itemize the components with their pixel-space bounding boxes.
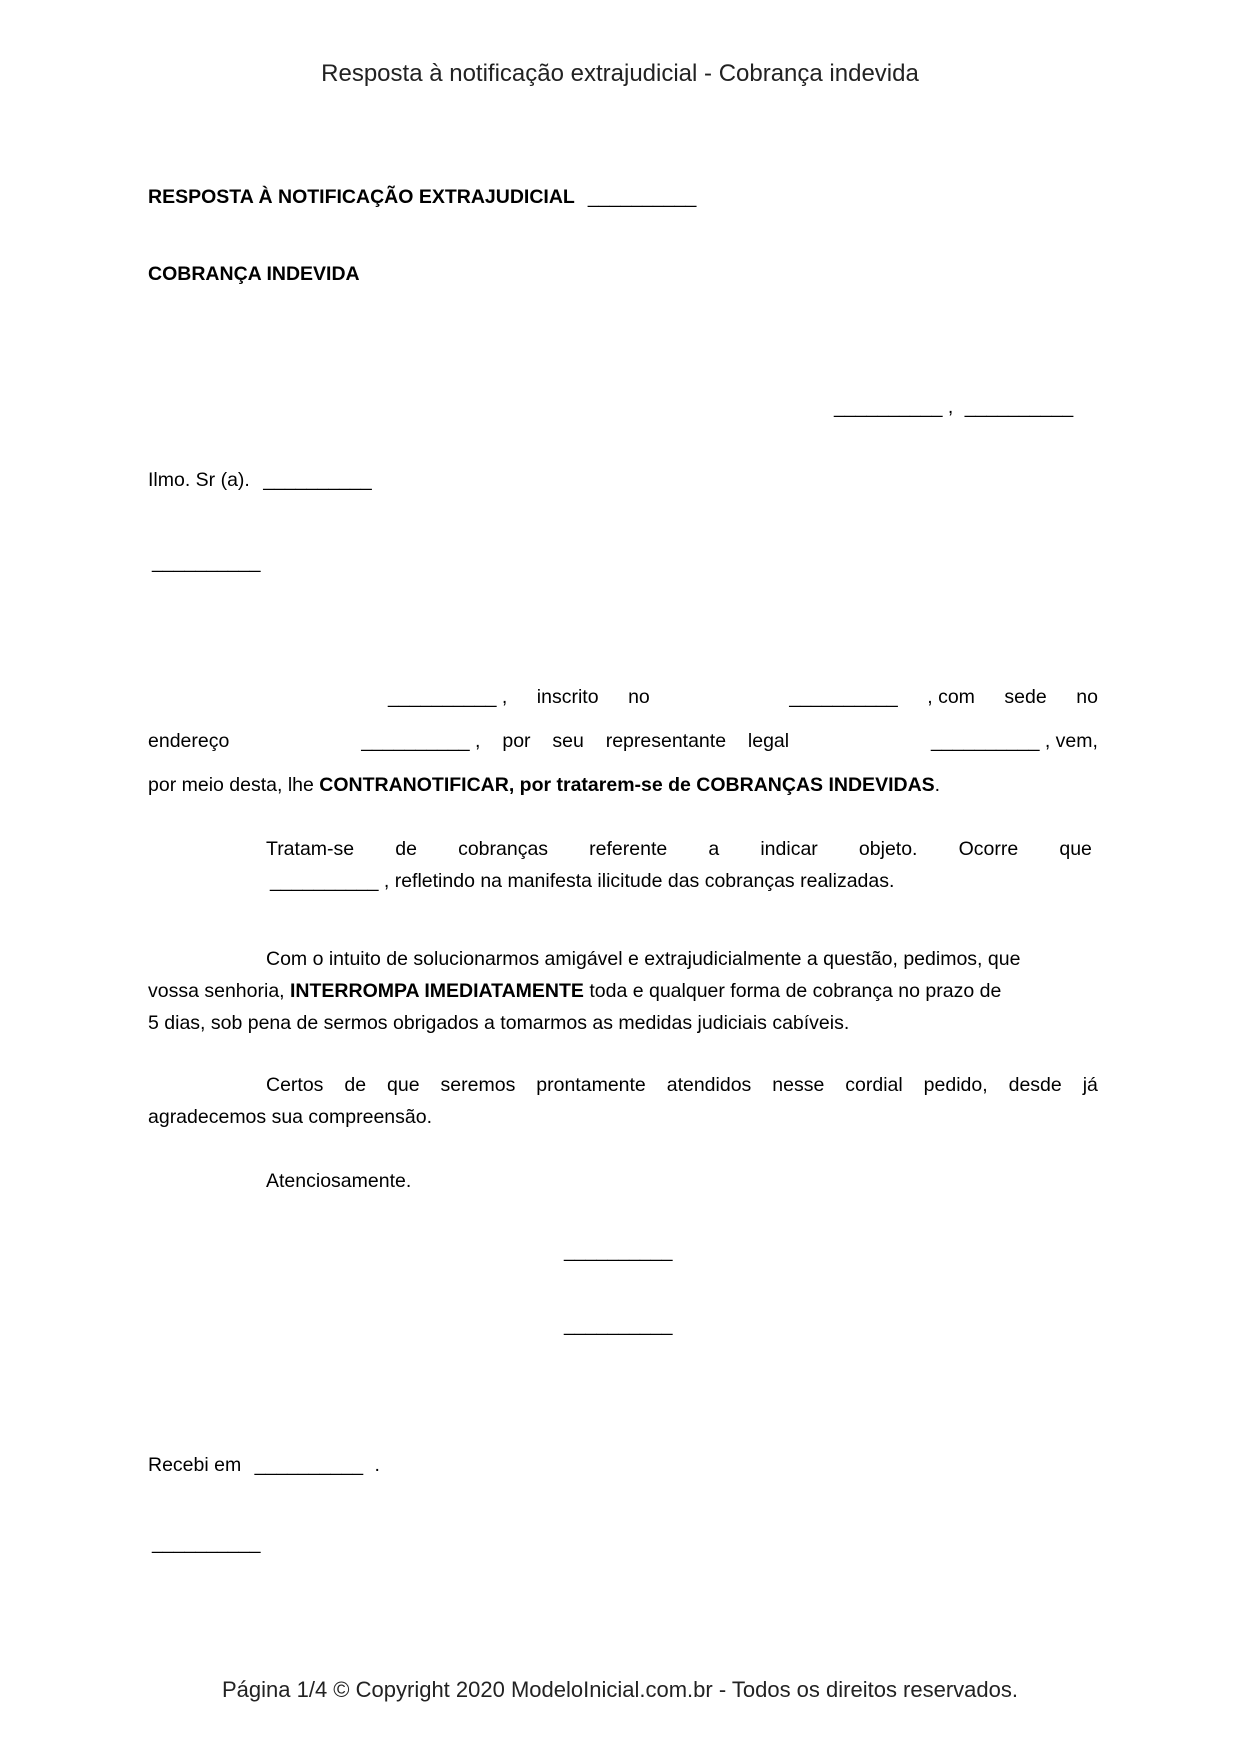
intro-line-3-end: .: [934, 774, 941, 796]
page-footer: Página 1/4 © Copyright 2020 ModeloInicial.com.br - Todos os direitos reservados.: [222, 1677, 1018, 1702]
p3-word: pedido,: [923, 1074, 988, 1096]
p3-word: prontamente: [536, 1074, 646, 1096]
intro-word: inscrito: [536, 686, 599, 708]
received-label: Recebi em: [148, 1454, 242, 1476]
received-line: [148, 1454, 380, 1477]
p1-word: objeto.: [858, 838, 918, 860]
p3-word: de: [344, 1074, 367, 1096]
received-end: .: [374, 1454, 380, 1476]
closing: Atenciosamente.: [266, 1170, 412, 1192]
date-sep: ,: [947, 396, 954, 418]
intro-word: endereço: [148, 730, 230, 752]
intro-line-2: [148, 730, 1098, 753]
p3-word: seremos: [440, 1074, 516, 1096]
title-text: RESPOSTA À NOTIFICAÇÃO EXTRAJUDICIAL: [148, 186, 575, 208]
p3-word: que: [387, 1074, 420, 1096]
page-header: Resposta à notificação extrajudicial - Cobrança indevida: [321, 60, 919, 87]
intro-word: representante: [605, 730, 727, 752]
p3-word: Certos: [266, 1074, 324, 1096]
p3-word: já: [1082, 1074, 1098, 1096]
intro-word: sede: [1004, 686, 1047, 708]
date-place-line: [834, 396, 1073, 419]
p2-line-1: Com o intuito de solucionarmos amigável e extrajudicialmente a questão, pedimos, que: [266, 948, 1021, 970]
p2-line-3: 5 dias, sob pena de sermos obrigados a tomarmos as medidas judiciais cabíveis.: [148, 1012, 850, 1034]
p3-word: nesse: [772, 1074, 825, 1096]
intro-word: __________ ,: [388, 686, 508, 708]
p3-word: cordial: [845, 1074, 903, 1096]
p2-line-2-bold: INTERROMPA IMEDIATAMENTE: [290, 980, 584, 1002]
p1-word: cobranças: [458, 838, 549, 860]
p2-line-2: [148, 980, 1001, 1003]
intro-word: seu: [552, 730, 584, 752]
p1-word: a: [708, 838, 720, 860]
document-title: [148, 186, 696, 209]
received-signature: __________: [152, 1532, 261, 1554]
p1-word: de: [395, 838, 417, 860]
intro-word: __________: [789, 686, 898, 708]
intro-line-3-bold: CONTRANOTIFICAR, por tratarem-se de COBRANÇAS INDEVIDAS: [319, 774, 935, 796]
p3-line-2: agradecemos sua compreensão.: [148, 1106, 432, 1128]
intro-word: __________ ,: [361, 730, 481, 752]
p3-line-1: [266, 1074, 1098, 1097]
salutation-name: __________: [263, 469, 372, 491]
intro-word: __________ , vem,: [930, 730, 1098, 752]
intro-line-3: [148, 774, 940, 797]
p1-word: referente: [589, 838, 668, 860]
p3-word: atendidos: [666, 1074, 752, 1096]
intro-word: legal: [747, 730, 790, 752]
p1-word: que: [1059, 838, 1092, 860]
intro-word: , com: [927, 686, 975, 708]
intro-line-3-start: por meio desta, lhe: [148, 774, 320, 796]
p1-word: Tratam-se: [266, 838, 355, 860]
signature-line-2: __________: [564, 1314, 673, 1336]
p1-word: Ocorre: [958, 838, 1019, 860]
title-blank: __________: [587, 186, 697, 208]
salutation: [148, 469, 372, 492]
p2-line-2-end: toda e qualquer forma de cobrança no prazo de: [583, 980, 1002, 1002]
p1-line-2: __________ , refletindo na manifesta ilicitude das cobranças realizadas.: [270, 870, 895, 892]
p1-word: indicar: [760, 838, 818, 860]
signature-line-1: __________: [564, 1240, 673, 1262]
received-blank: __________: [254, 1454, 364, 1476]
salutation-label: Ilmo. Sr (a).: [148, 469, 250, 491]
intro-word: no: [628, 686, 650, 708]
p2-line-2-start: vossa senhoria,: [148, 980, 290, 1002]
intro-word: no: [1076, 686, 1098, 708]
intro-word: por: [502, 730, 531, 752]
p1-line-1: [266, 838, 1092, 861]
document-subtitle: COBRANÇA INDEVIDA: [148, 263, 360, 285]
recipient-blank: __________: [152, 551, 261, 573]
intro-line-1: [148, 686, 1098, 709]
date-blank: __________: [964, 396, 1074, 418]
place-blank: __________: [834, 396, 943, 418]
p3-word: desde: [1008, 1074, 1062, 1096]
